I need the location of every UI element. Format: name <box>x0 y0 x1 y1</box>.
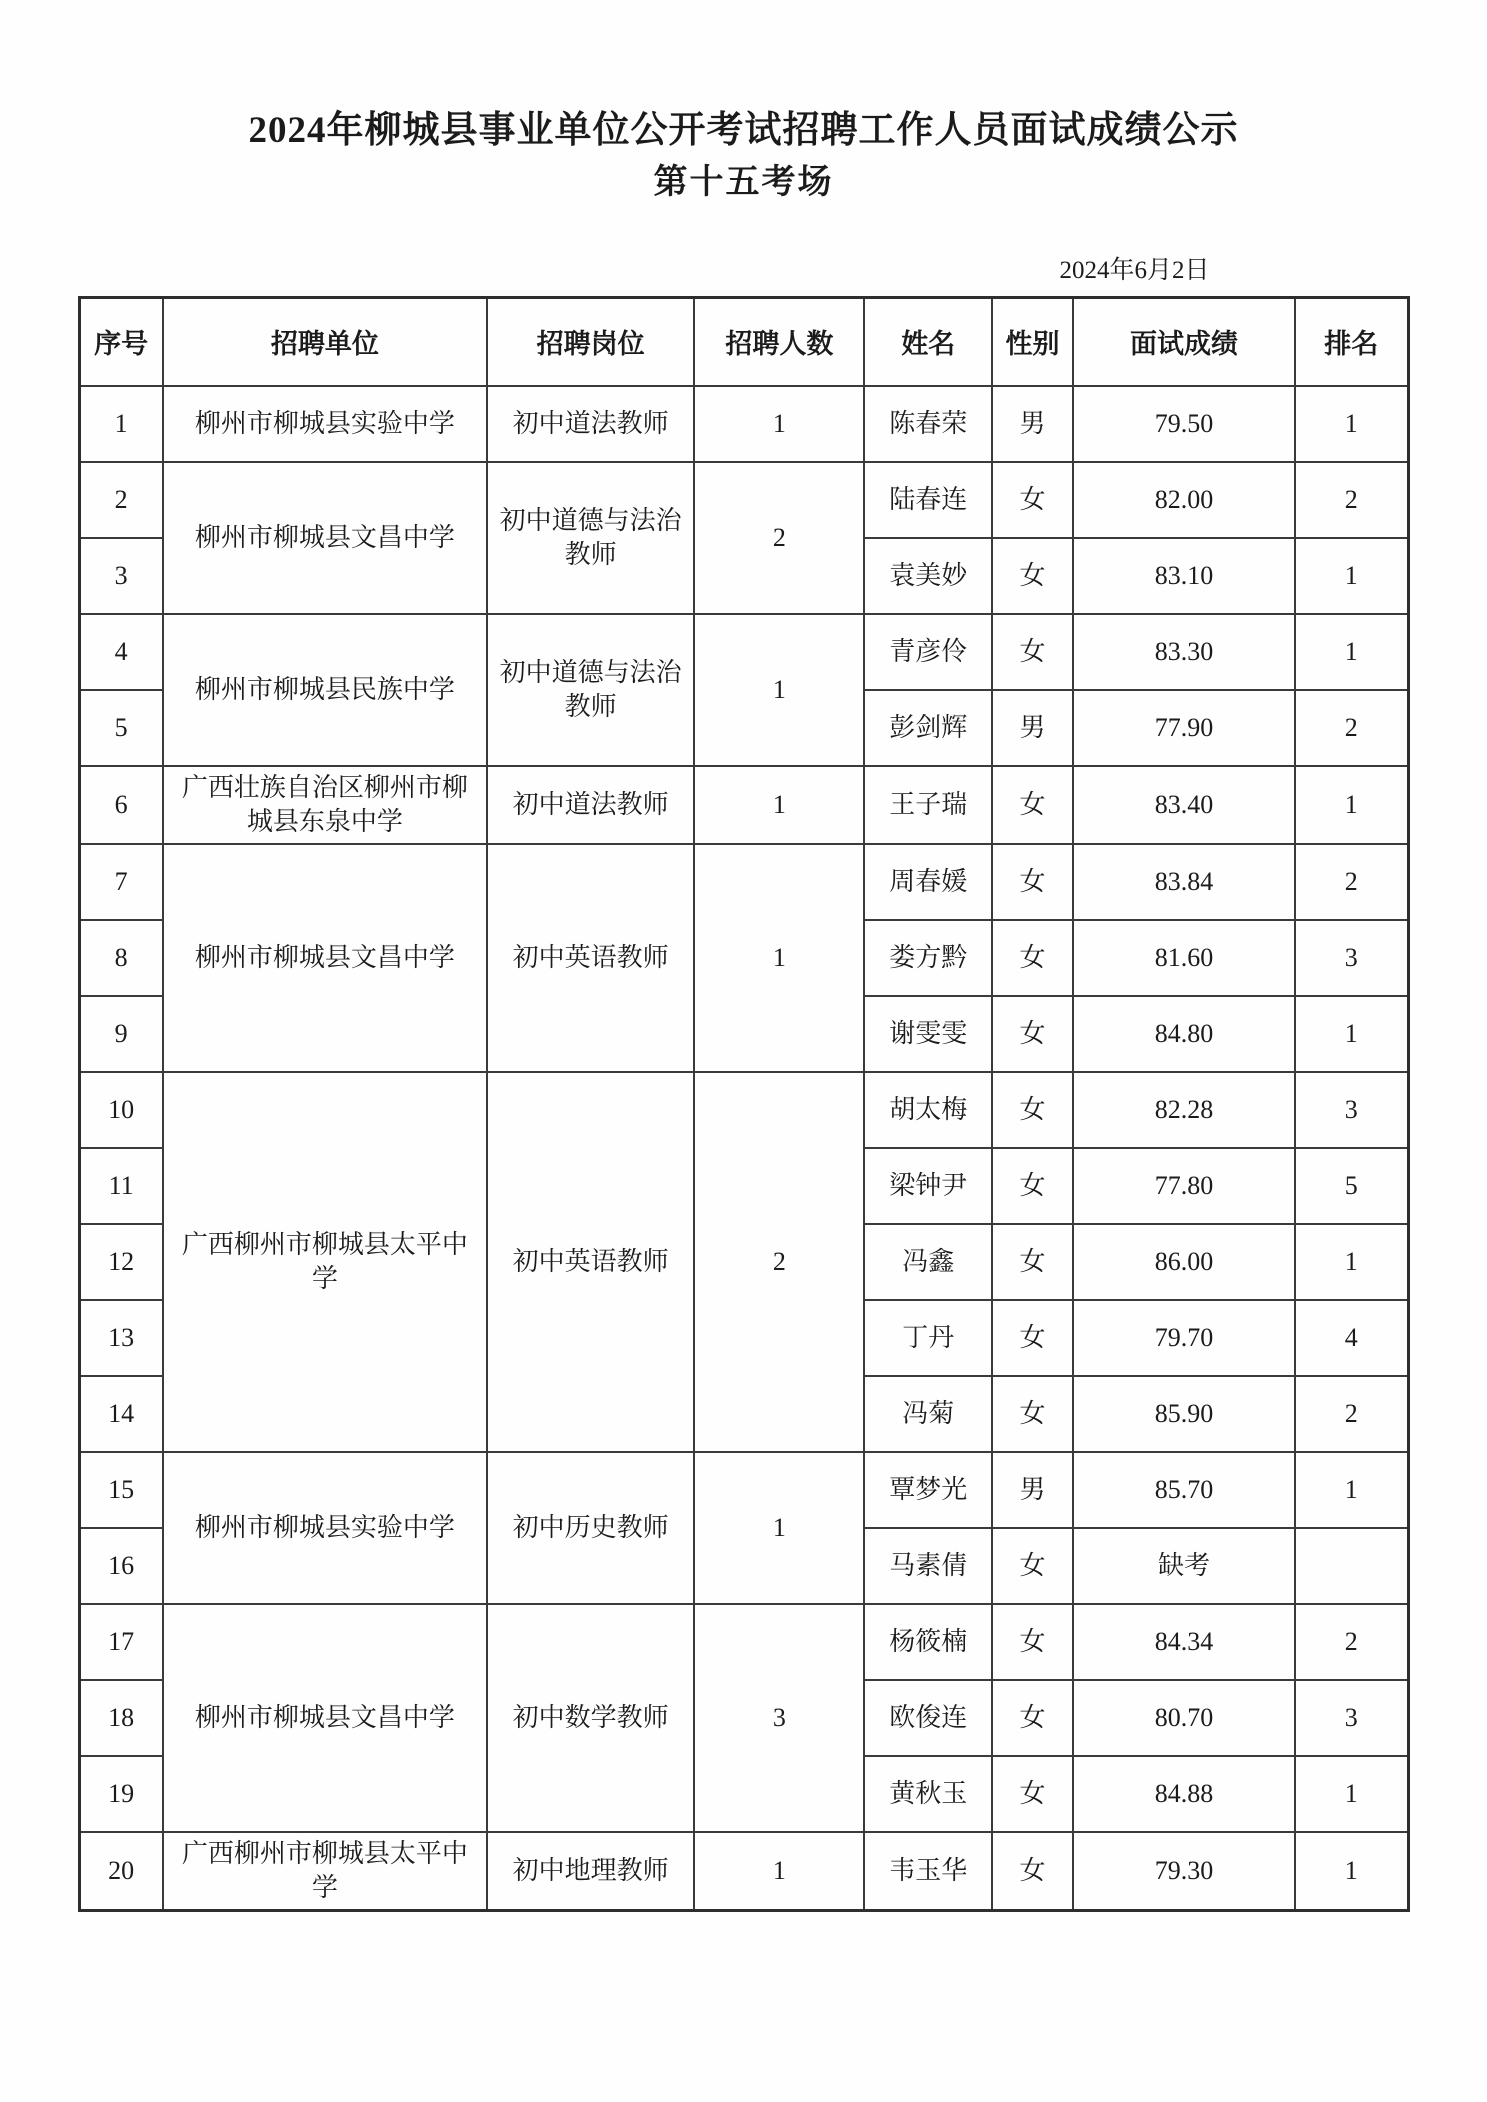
cell-position: 初中历史教师 <box>487 1452 694 1604</box>
table-row <box>79 1832 1408 1911</box>
cell-gender: 女 <box>992 766 1073 844</box>
cell-gender: 女 <box>992 1604 1073 1680</box>
cell-quota: 1 <box>694 614 864 766</box>
cell-no: 1 <box>79 386 163 462</box>
cell-no: 2 <box>79 462 163 538</box>
cell-rank: 1 <box>1295 1452 1408 1528</box>
cell-score: 79.70 <box>1073 1300 1295 1376</box>
cell-score: 80.70 <box>1073 1680 1295 1756</box>
cell-gender: 女 <box>992 1680 1073 1756</box>
cell-score: 85.70 <box>1073 1452 1295 1528</box>
cell-no: 7 <box>79 844 163 920</box>
cell-score: 86.00 <box>1073 1224 1295 1300</box>
cell-no: 13 <box>79 1300 163 1376</box>
document-subtitle: 第十五考场 <box>653 164 834 201</box>
cell-no: 16 <box>79 1528 163 1604</box>
cell-score: 83.10 <box>1073 538 1295 614</box>
table-row <box>79 766 1408 844</box>
cell-gender: 女 <box>992 538 1073 614</box>
table-row <box>79 1604 1408 1680</box>
cell-name: 韦玉华 <box>864 1832 992 1911</box>
cell-name: 杨筱楠 <box>864 1604 992 1680</box>
cell-score: 79.50 <box>1073 386 1295 462</box>
cell-position: 初中道德与法治教师 <box>487 614 694 766</box>
cell-gender: 女 <box>992 1376 1073 1452</box>
cell-name: 欧俊连 <box>864 1680 992 1756</box>
cell-gender: 女 <box>992 614 1073 690</box>
cell-rank: 1 <box>1295 538 1408 614</box>
table-body <box>79 386 1408 1911</box>
cell-rank: 2 <box>1295 1604 1408 1680</box>
header-position: 招聘岗位 <box>487 298 694 386</box>
cell-name: 陈春荣 <box>864 386 992 462</box>
cell-score: 77.80 <box>1073 1148 1295 1224</box>
cell-quota: 1 <box>694 844 864 1072</box>
cell-no: 17 <box>79 1604 163 1680</box>
cell-no: 3 <box>79 538 163 614</box>
cell-rank: 1 <box>1295 614 1408 690</box>
cell-score: 79.30 <box>1073 1832 1295 1911</box>
header-rank: 排名 <box>1295 298 1408 386</box>
cell-no: 10 <box>79 1072 163 1148</box>
cell-no: 11 <box>79 1148 163 1224</box>
cell-rank: 1 <box>1295 386 1408 462</box>
header-name: 姓名 <box>864 298 992 386</box>
cell-no: 20 <box>79 1832 163 1911</box>
table-row <box>79 462 1408 538</box>
cell-score: 81.60 <box>1073 920 1295 996</box>
cell-position: 初中英语教师 <box>487 844 694 1072</box>
header-no: 序号 <box>79 298 163 386</box>
cell-name: 袁美妙 <box>864 538 992 614</box>
cell-no: 18 <box>79 1680 163 1756</box>
cell-position: 初中地理教师 <box>487 1832 694 1911</box>
cell-name: 马素倩 <box>864 1528 992 1604</box>
cell-quota: 2 <box>694 462 864 614</box>
cell-no: 19 <box>79 1756 163 1832</box>
cell-score: 缺考 <box>1073 1528 1295 1604</box>
cell-gender: 女 <box>992 844 1073 920</box>
cell-name: 青彦伶 <box>864 614 992 690</box>
cell-score: 77.90 <box>1073 690 1295 766</box>
cell-no: 15 <box>79 1452 163 1528</box>
cell-name: 谢雯雯 <box>864 996 992 1072</box>
cell-position: 初中道法教师 <box>487 766 694 844</box>
cell-rank: 4 <box>1295 1300 1408 1376</box>
cell-gender: 女 <box>992 1148 1073 1224</box>
cell-rank: 2 <box>1295 844 1408 920</box>
cell-position: 初中数学教师 <box>487 1604 694 1832</box>
cell-rank: 1 <box>1295 766 1408 844</box>
cell-quota: 2 <box>694 1072 864 1452</box>
interview-score-table <box>78 296 1410 1912</box>
cell-no: 5 <box>79 690 163 766</box>
cell-unit: 柳州市柳城县文昌中学 <box>163 462 487 614</box>
cell-gender: 女 <box>992 462 1073 538</box>
cell-gender: 女 <box>992 1224 1073 1300</box>
cell-score: 85.90 <box>1073 1376 1295 1452</box>
cell-name: 梁钟尹 <box>864 1148 992 1224</box>
cell-gender: 女 <box>992 1832 1073 1911</box>
cell-position: 初中道德与法治教师 <box>487 462 694 614</box>
cell-name: 冯菊 <box>864 1376 992 1452</box>
cell-gender: 男 <box>992 386 1073 462</box>
cell-unit: 广西柳州市柳城县太平中学 <box>163 1832 487 1911</box>
cell-score: 84.34 <box>1073 1604 1295 1680</box>
table-row <box>79 1072 1408 1148</box>
cell-rank: 1 <box>1295 1224 1408 1300</box>
cell-score: 83.30 <box>1073 614 1295 690</box>
cell-score: 84.88 <box>1073 1756 1295 1832</box>
cell-no: 14 <box>79 1376 163 1452</box>
cell-name: 丁丹 <box>864 1300 992 1376</box>
header-gender: 性别 <box>992 298 1073 386</box>
table-row <box>79 844 1408 920</box>
header-quota: 招聘人数 <box>694 298 864 386</box>
cell-gender: 女 <box>992 1528 1073 1604</box>
cell-unit: 柳州市柳城县民族中学 <box>163 614 487 766</box>
cell-unit: 广西柳州市柳城县太平中学 <box>163 1072 487 1452</box>
cell-unit: 柳州市柳城县实验中学 <box>163 386 487 462</box>
table-header-row <box>79 298 1408 386</box>
cell-no: 9 <box>79 996 163 1072</box>
cell-gender: 男 <box>992 690 1073 766</box>
cell-rank: 3 <box>1295 1072 1408 1148</box>
cell-quota: 3 <box>694 1604 864 1832</box>
cell-rank: 5 <box>1295 1148 1408 1224</box>
cell-name: 陆春连 <box>864 462 992 538</box>
cell-unit: 柳州市柳城县文昌中学 <box>163 1604 487 1832</box>
cell-rank: 3 <box>1295 920 1408 996</box>
document-date: 2024年6月2日 <box>1059 257 1210 284</box>
cell-position: 初中道法教师 <box>487 386 694 462</box>
cell-gender: 女 <box>992 1756 1073 1832</box>
header-score: 面试成绩 <box>1073 298 1295 386</box>
cell-no: 8 <box>79 920 163 996</box>
table-row <box>79 614 1408 690</box>
cell-quota: 1 <box>694 386 864 462</box>
cell-no: 6 <box>79 766 163 844</box>
cell-gender: 女 <box>992 996 1073 1072</box>
cell-gender: 女 <box>992 1300 1073 1376</box>
cell-rank: 1 <box>1295 1756 1408 1832</box>
cell-gender: 男 <box>992 1452 1073 1528</box>
cell-rank: 1 <box>1295 996 1408 1072</box>
cell-no: 4 <box>79 614 163 690</box>
cell-name: 王子瑞 <box>864 766 992 844</box>
cell-gender: 女 <box>992 920 1073 996</box>
cell-position: 初中英语教师 <box>487 1072 694 1452</box>
cell-name: 冯鑫 <box>864 1224 992 1300</box>
cell-score: 83.40 <box>1073 766 1295 844</box>
cell-name: 娄方黔 <box>864 920 992 996</box>
document-title: 2024年柳城县事业单位公开考试招聘工作人员面试成绩公示 <box>248 110 1239 151</box>
table-head <box>79 298 1408 386</box>
cell-rank: 1 <box>1295 1832 1408 1911</box>
cell-name: 覃梦光 <box>864 1452 992 1528</box>
cell-name: 黄秋玉 <box>864 1756 992 1832</box>
cell-name: 胡太梅 <box>864 1072 992 1148</box>
header-unit: 招聘单位 <box>163 298 487 386</box>
cell-score: 84.80 <box>1073 996 1295 1072</box>
cell-no: 12 <box>79 1224 163 1300</box>
table-row <box>79 386 1408 462</box>
cell-gender: 女 <box>992 1072 1073 1148</box>
date-row <box>78 250 1410 286</box>
cell-unit: 柳州市柳城县实验中学 <box>163 1452 487 1604</box>
cell-rank: 2 <box>1295 690 1408 766</box>
cell-name: 周春媛 <box>864 844 992 920</box>
table-row <box>79 1452 1408 1528</box>
cell-unit: 广西壮族自治区柳州市柳城县东泉中学 <box>163 766 487 844</box>
cell-unit: 柳州市柳城县文昌中学 <box>163 844 487 1072</box>
cell-score: 82.00 <box>1073 462 1295 538</box>
cell-rank: 2 <box>1295 1376 1408 1452</box>
cell-rank <box>1295 1528 1408 1604</box>
cell-score: 83.84 <box>1073 844 1295 920</box>
cell-rank: 3 <box>1295 1680 1408 1756</box>
cell-name: 彭剑辉 <box>864 690 992 766</box>
cell-quota: 1 <box>694 1452 864 1604</box>
cell-rank: 2 <box>1295 462 1408 538</box>
cell-quota: 1 <box>694 1832 864 1911</box>
cell-quota: 1 <box>694 766 864 844</box>
cell-score: 82.28 <box>1073 1072 1295 1148</box>
